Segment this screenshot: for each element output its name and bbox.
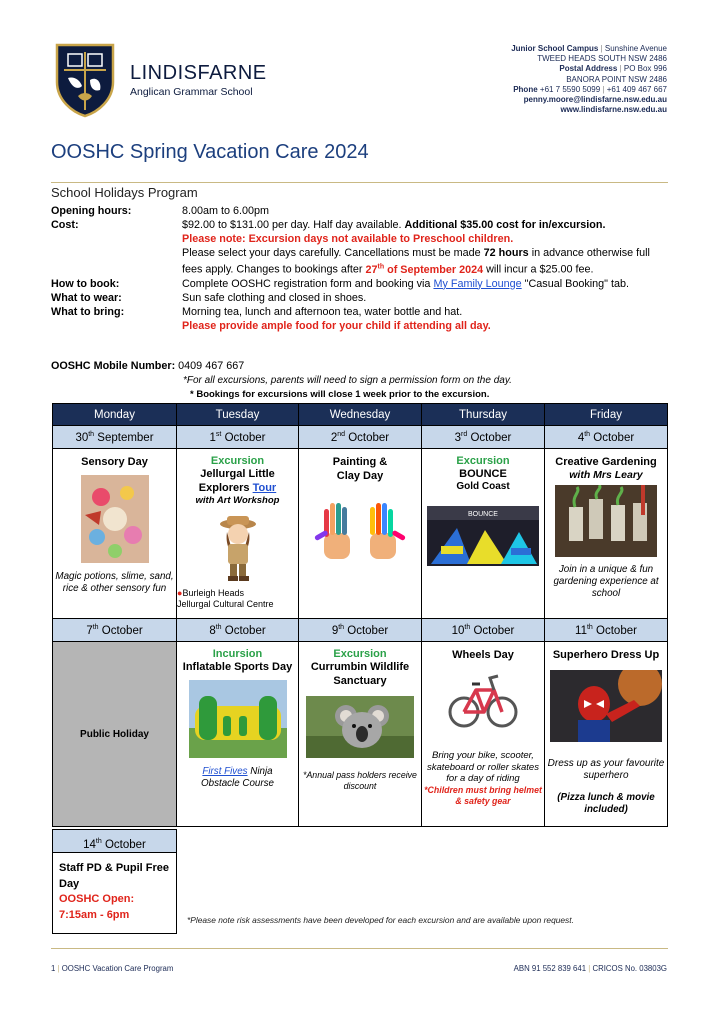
phone-value: +61 7 5590 5099 — [539, 84, 601, 94]
activity-title: Wheels Day — [452, 649, 514, 661]
activity-title: Currumbin Wildlife Sanctuary — [310, 661, 410, 687]
day-header-row — [53, 404, 668, 426]
postal-value: PO Box 996 — [623, 64, 667, 74]
first-fives-link[interactable]: First Fives — [202, 766, 248, 777]
risk-assessment-note: *Please note risk assessments have been developed for each excursion and are available upon request. — [187, 915, 574, 925]
cost-date-day: 27 — [365, 263, 378, 276]
mobile-value: 0409 467 667 — [178, 360, 245, 372]
date-cell: 7th October — [53, 619, 177, 642]
date-cell: 3rd October — [422, 426, 545, 449]
public-holiday: Public Holiday — [53, 642, 177, 827]
staff-pd-box — [52, 829, 177, 934]
activity-jellurgal — [177, 449, 299, 619]
cost-date-rest: of September 2024 — [387, 263, 484, 276]
wear-label: What to wear: — [51, 291, 122, 304]
phone-label: Phone — [513, 84, 538, 94]
excursion-tag: Excursion — [333, 648, 387, 660]
book-label: How to book: — [51, 277, 120, 290]
painted-hands-image — [312, 497, 408, 567]
activity-lunch-note: (Pizza lunch & movie included) — [557, 792, 655, 815]
divider-top — [51, 182, 668, 183]
footer-right: ABN 91 552 839 641 | CRICOS No. 03803G — [513, 964, 667, 973]
incursion-tag: Incursion — [212, 648, 263, 660]
date-cell: 11th October — [545, 619, 668, 642]
week1-activity-row — [53, 449, 668, 619]
cost-para-1: Please select your days carefully. Cancellations must be made — [182, 247, 481, 259]
day-header: Wednesday — [299, 404, 422, 426]
book-value: Complete OOSHC registration form and booking via — [182, 277, 431, 290]
campus-value: Sunshine Avenue — [604, 44, 667, 53]
page-number: 1 — [51, 964, 56, 973]
footer-program: OOSHC Vacation Care Program — [61, 964, 174, 973]
campus-city: TWEED HEADS SOUTH NSW 2486 — [537, 54, 667, 64]
activity-title: Painting & Clay Day — [332, 456, 388, 482]
activity-description: *Annual pass holders receive discount — [303, 770, 417, 791]
opening-value: 8.00am to 6.00pm — [182, 205, 270, 217]
staff-date: 14th October — [53, 830, 176, 853]
footer-left: 1 | OOSHC Vacation Care Program — [51, 964, 174, 973]
activity-title: BOUNCE — [459, 468, 507, 480]
calendar-table — [52, 403, 668, 827]
day-header: Tuesday — [177, 404, 299, 426]
location-line-2: Jellurgal Cultural Centre — [177, 599, 274, 609]
bounce-sign: BOUNCE — [468, 511, 498, 518]
program-title: School Holidays Program — [51, 185, 198, 200]
my-family-lounge-link[interactable]: My Family Lounge — [433, 277, 522, 290]
footer-cricos: CRICOS No. 03803G — [592, 964, 667, 973]
activity-sensory-day — [53, 449, 177, 619]
date-cell: 9th October — [299, 619, 422, 642]
bring-label: What to bring: — [51, 305, 125, 318]
divider-bottom — [51, 948, 668, 949]
date-cell: 4th October — [545, 426, 668, 449]
postal-label: Postal Address — [559, 64, 618, 74]
activity-subtitle: with Mrs Leary — [569, 469, 643, 481]
cost-para-2-end: will incur a $25.00 fee. — [486, 263, 594, 276]
ooshc-open-hours: 7:15am - 6pm — [59, 908, 130, 921]
bring-note: Please provide ample food for your child if attending all day. — [182, 319, 491, 332]
info-section — [51, 204, 671, 333]
staff-pd-title: Staff PD & Pupil Free Day — [59, 862, 170, 890]
cost-extra: Additional $35.00 cost for in/excursion. — [404, 219, 606, 231]
week1-date-row — [53, 426, 668, 449]
activity-title: Superhero Dress Up — [552, 649, 660, 661]
activity-creative-gardening — [545, 449, 668, 619]
postal-city: BANORA POINT NSW 2486 — [566, 74, 667, 84]
excursion-tag: Excursion — [210, 455, 265, 467]
activity-superhero-dress-up — [545, 642, 668, 827]
campus-label: Junior School Campus — [511, 44, 599, 53]
cost-note: Please note: Excursion days not available to Preschool children. — [182, 233, 514, 245]
phone-value-2: +61 409 467 667 — [606, 84, 667, 94]
sensory-play-image — [81, 475, 149, 563]
page-title: OOSHC Spring Vacation Care 2024 — [51, 141, 369, 163]
activity-inflatable-sports — [177, 642, 299, 827]
activity-description: Dress up as your favourite superhero — [547, 758, 665, 781]
activity-title: Sensory Day — [81, 456, 148, 468]
activity-title: Inflatable Sports Day — [182, 661, 293, 673]
excursion-permission-note: *For all excursions, parents will need to sign a permission form on the day. — [183, 375, 512, 386]
ooshc-open-label: OOSHC Open: — [59, 893, 135, 905]
school-name: LINDISFARNE — [130, 62, 267, 84]
activity-description: Bring your bike, scooter, skateboard or roller skates for a day of riding — [427, 750, 539, 784]
garden-image — [555, 485, 657, 557]
excursion-tag: Excursion — [456, 455, 510, 467]
koala-image — [306, 696, 414, 758]
opening-label: Opening hours: — [51, 205, 132, 217]
footer-abn: ABN 91 552 839 641 — [513, 964, 587, 973]
cost-value: $92.00 to $131.00 per day. Half day available. — [182, 219, 402, 231]
activity-title: Creative Gardening — [555, 456, 657, 468]
week2-activity-row — [53, 642, 668, 827]
mobile-number — [51, 360, 244, 372]
activity-painting-clay — [299, 449, 422, 619]
wear-value: Sun safe clothing and closed in shoes. — [182, 291, 367, 304]
activity-subtitle: with Art Workshop — [195, 495, 280, 506]
location-line-1: Burleigh Heads — [182, 588, 244, 598]
superhero-image — [550, 670, 662, 742]
tour-link[interactable]: Tour — [252, 482, 277, 494]
week2-date-row — [53, 619, 668, 642]
book-end: "Casual Booking" tab. — [524, 277, 629, 290]
activity-subtitle: Gold Coast — [456, 481, 510, 492]
activity-title: Jellurgal Little Explorers Tour — [198, 468, 277, 494]
activity-currumbin-wildlife — [299, 642, 422, 827]
school-crest-logo — [54, 42, 116, 118]
contact-block: Junior School Campus | Sunshine Avenue TWEED HEADS SOUTH NSW 2486 Postal Address | PO Box 996 BANORA POINT NSW 2486 Phone +61 7 5590 5099 | +61 409 467 667 penny.moore@lindisfarne.nsw.edu.au www.lindisfarne.nsw.edu.au — [511, 44, 667, 115]
activity-description: Magic potions, slime, sand, rice & other sensory fun — [55, 571, 174, 594]
bring-value: Morning tea, lunch and afternoon tea, water bottle and hat. — [182, 305, 463, 318]
activity-description-2: Obstacle Course — [201, 778, 274, 789]
day-header: Thursday — [422, 404, 545, 426]
email-link[interactable]: penny.moore@lindisfarne.nsw.edu.au — [523, 95, 667, 105]
cost-para-1-end: in advance otherwise full fees apply. Changes to bookings after — [182, 247, 650, 276]
activity-safety-note: *Children must bring helmet & safety gear — [424, 784, 542, 806]
bicycle-image — [448, 668, 518, 734]
date-cell: 10th October — [422, 619, 545, 642]
mobile-label: OOSHC Mobile Number: — [51, 360, 176, 372]
date-cell: 2nd October — [299, 426, 422, 449]
date-cell: 1st October — [177, 426, 299, 449]
day-header: Monday — [53, 404, 177, 426]
date-cell: 30th September — [53, 426, 177, 449]
cost-hours: 72 hours — [483, 247, 529, 259]
activity-description-1: Ninja — [250, 766, 273, 777]
explorer-girl-image — [213, 512, 263, 584]
website-link[interactable]: www.lindisfarne.nsw.edu.au — [560, 105, 667, 115]
date-cell: 8th October — [177, 619, 299, 642]
trampoline-park-image — [427, 506, 539, 566]
school-subtitle: Anglican Grammar School — [130, 86, 253, 98]
location-pin-icon: ● — [177, 588, 183, 598]
activity-bounce — [422, 449, 545, 619]
activity-description: Join in a unique & fun gardening experience at school — [553, 564, 659, 599]
cost-date-sup: th — [377, 263, 385, 270]
cost-label: Cost: — [51, 219, 79, 231]
booking-close-note: * Bookings for excursions will close 1 week prior to the excursion. — [190, 389, 490, 400]
day-header: Friday — [545, 404, 668, 426]
inflatable-course-image — [189, 680, 287, 758]
activity-wheels-day — [422, 642, 545, 827]
